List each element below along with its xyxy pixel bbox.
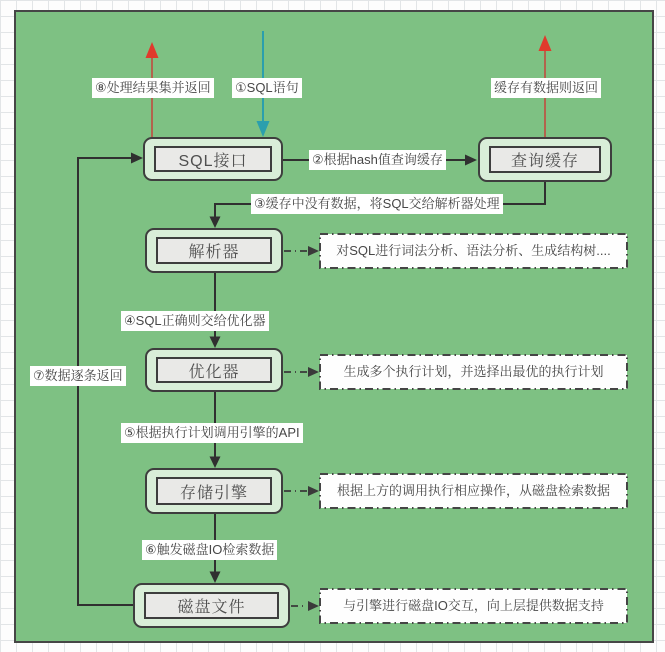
dashed-arrow-optimizer-note [284, 367, 319, 377]
node-optimizer [145, 348, 283, 392]
note-optimizer-text: 生成多个执行计划，并选择出最优的执行计划 [343, 364, 604, 379]
node-parser-label: 解析器 [156, 237, 272, 264]
node-query-cache-label: 查询缓存 [489, 146, 601, 173]
node-parser [145, 228, 283, 273]
label-step3-cache-miss: ③缓存中没有数据，将SQL交给解析器处理 [251, 194, 503, 214]
label-step7-row-return: ⑦数据逐条返回 [30, 366, 126, 386]
label-step6-disk-io: ⑥触发磁盘IO检索数据 [142, 540, 277, 560]
label-step8-result-return: ⑧处理结果集并返回 [92, 78, 214, 98]
node-sql-interface-label: SQL接口 [154, 146, 272, 172]
label-step2-hash-lookup: ②根据hash值查询缓存 [309, 150, 446, 170]
node-disk-file-label: 磁盘文件 [144, 592, 279, 619]
node-storage-engine-label: 存储引擎 [156, 477, 272, 505]
label-step4-to-optimizer: ④SQL正确则交给优化器 [121, 311, 269, 331]
node-query-cache [478, 137, 612, 182]
dashed-arrow-disk-note [291, 601, 319, 611]
note-parser-text: 对SQL进行词法分析、语法分析、生成结构树.... [336, 243, 611, 258]
note-disk-text: 与引擎进行磁盘IO交互，向上层提供数据支持 [343, 598, 604, 613]
dashed-arrow-parser-note [284, 246, 319, 256]
node-disk-file [133, 583, 290, 628]
dashed-arrow-engine-note [284, 486, 319, 496]
label-cache-hit-return: 缓存有数据则返回 [491, 78, 601, 98]
note-engine-text: 根据上方的调用执行相应操作，从磁盘检索数据 [336, 483, 610, 498]
node-optimizer-label: 优化器 [156, 357, 272, 383]
label-step1-sql-statement: ①SQL语句 [232, 78, 302, 98]
node-storage-engine [145, 468, 283, 514]
label-step5-engine-api: ⑤根据执行计划调用引擎的API [121, 423, 303, 443]
node-sql-interface [143, 137, 283, 181]
